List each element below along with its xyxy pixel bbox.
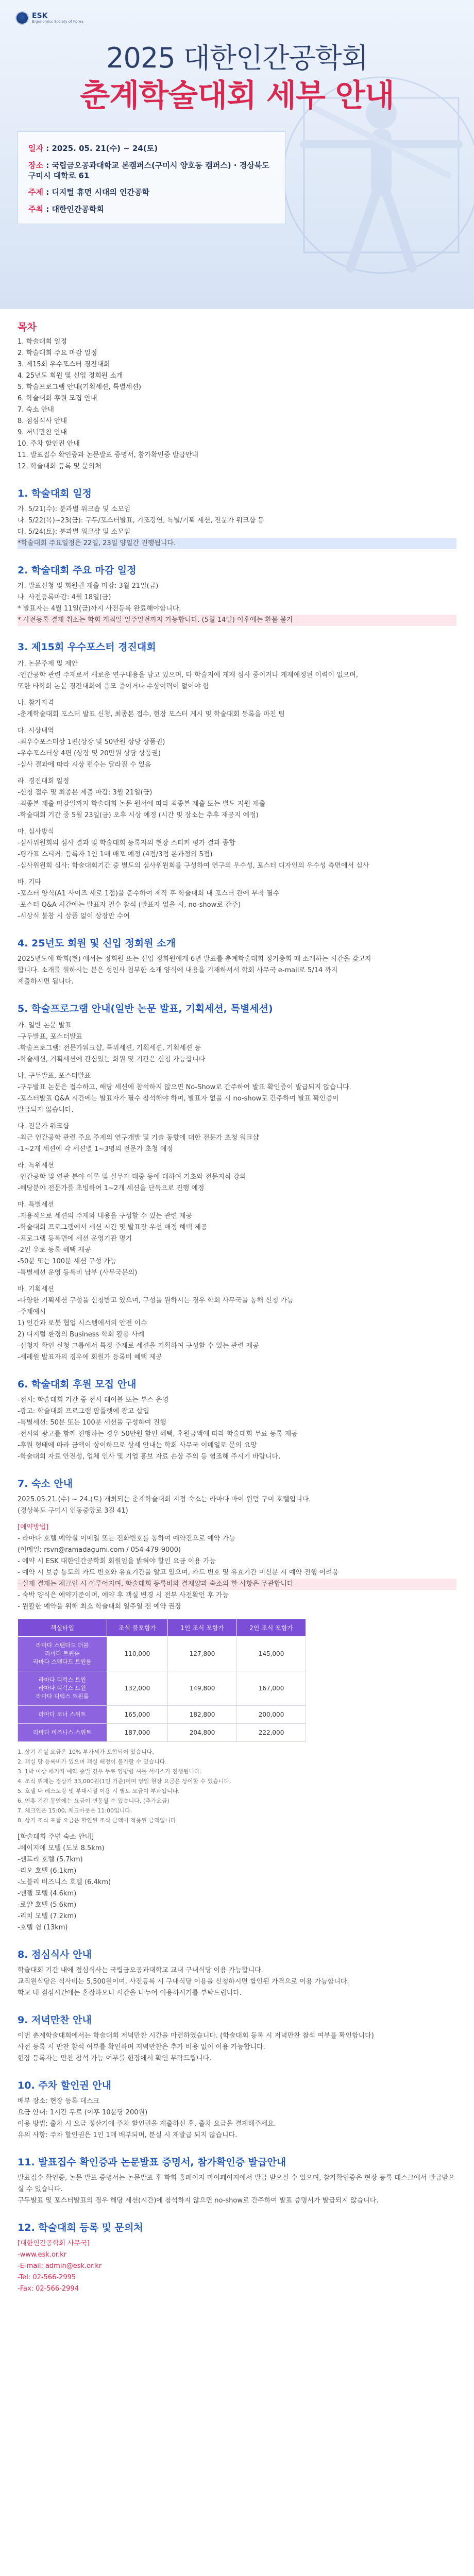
program-line: 발급되지 않습니다. xyxy=(18,1106,74,1114)
toc-item[interactable]: 9. 저녁만찬 안내 xyxy=(18,429,67,436)
info-place-value: 국립금오공과대학교 본캠퍼스(구미시 양호동 캠퍼스) · 경상북도 구미시 대학로 61 xyxy=(28,161,269,180)
parking-line: 유의 사항: 주차 할인권은 1인 1매 배부되며, 분실 시 재발급 되지 않습니다. xyxy=(18,2131,238,2139)
table-row xyxy=(18,1671,306,1706)
sponsor-line: -전시: 학술대회 기간 중 전시 테이블 또는 부스 운영 xyxy=(18,1396,169,1404)
program-line: -2인 우로 등록 혜택 제공 xyxy=(18,1246,91,1254)
program-block xyxy=(18,1020,456,1065)
section-9-title: 9. 저녁만찬 안내 xyxy=(18,2014,92,2026)
toc-item[interactable]: 7. 숙소 안내 xyxy=(18,406,54,414)
deadline-line: 나. 사전등록마감: 4월 18일(금) xyxy=(18,594,111,601)
reserve-line: - 예약 시 ESK 대한인간공학회 회원임을 밝혀야 할인 요금 이용 가능 xyxy=(18,1557,216,1565)
program-line: -학술세션, 기획세션에 관심있는 회원 및 기관은 신청 가능합니다 xyxy=(18,1056,206,1063)
dinner-line: 현장 등록자는 만찬 참석 가능 여부를 현장에서 확인 부탁드립니다. xyxy=(18,2055,212,2062)
info-theme-value: 디지털 휴먼 시대의 인간공학 xyxy=(52,188,149,197)
sponsor-line: -광고: 학술대회 프로그램 팜플렛에 광고 삽입 xyxy=(18,1408,149,1415)
info-place-label: 장소 xyxy=(28,161,43,170)
section-5-title: 5. 학술프로그램 안내(일반 논문 발표, 기획세션, 특별세션) xyxy=(18,1003,273,1014)
lunch-line: 교직원식당은 식사비는 5,500원이며, 사전등록 시 구내식당 이용을 신청하시면 할인된 가격으로 이용 가능합니다. xyxy=(18,1978,349,1986)
contact-line: -E-mail: admin@esk.or.kr xyxy=(18,2262,102,2270)
price-cell: 110,000 xyxy=(107,1637,167,1671)
section-12-title: 12. 학술대회 등록 및 문의처 xyxy=(18,2222,143,2233)
info-theme: 주제 : 디지털 휴먼 시대의 인간공학 xyxy=(28,188,149,197)
section-8-title: 8. 점심식사 안내 xyxy=(18,1949,92,1960)
member-intro-line: 합니다. 소개를 원하시는 분은 성인사 첨부한 소개 양식에 내용을 기재하셔서 학회 사무국 e-mail로 5/14 까지 xyxy=(18,967,338,974)
poster-contest-subheading: 나. 참가자격 xyxy=(18,699,55,707)
price-cell: 132,000 xyxy=(107,1671,167,1706)
program-line: -최근 인간공학 관련 주요 주제의 연구개발 및 기술 동향에 대한 전문가 초청 워크샵 xyxy=(18,1134,259,1142)
logo xyxy=(15,11,83,25)
member-intro-line: 2025년도에 학회(현) 에서는 정회원 또는 신입 정회원에게 6년 발표를 춘계학술대회 정기총회 때 소개하는 시간을 갖고자 xyxy=(18,955,372,963)
room-note: 2. 객실 당 등록비가 있으며 객실 배정이 불가할 수 있습니다. xyxy=(18,1758,167,1765)
poster-contest-line: 또한 타학회 논문 경진대회에 응모 중이거나 수상이력이 없어야 함 xyxy=(18,683,210,690)
program-subheading: 라. 특위세션 xyxy=(18,1162,55,1170)
program-line: -세레원 발표자의 경우에 회원가 등록비 혜택 제공 xyxy=(18,1353,162,1361)
program-line: -학술프로그램: 전문가워크샵, 특위세션, 기획세션, 기획세션 등 xyxy=(18,1044,201,1052)
parking-line: 배부 장소: 현장 등록 데스크 xyxy=(18,2097,100,2105)
poster-contest-line: -포스터 Q&A 시간에는 발표자 필수 참석 (발표자 없을 시, no-show로 간주) xyxy=(18,901,241,909)
poster-contest-block xyxy=(18,658,456,692)
nearby-hotel: -베이지에 모텔 (도보 8.5km) xyxy=(18,1844,105,1852)
section-7-body xyxy=(18,1494,456,1517)
program-line: -구두발표 논문은 접수하고, 해당 세션에 참석하지 않으면 No-Show로 간주하여 발표 확인증이 발급되지 않습니다. xyxy=(18,1083,351,1091)
toc-title: 목차 xyxy=(18,321,37,333)
schedule-line: 가. 5/21(수): 분과별 워크숍 및 소모임 xyxy=(18,505,131,513)
deadline-line: * 발표자는 4월 11일(금)까지 사전등록 완료해야합니다. xyxy=(18,605,181,613)
section-2-title: 2. 학술대회 주요 마감 일정 xyxy=(18,565,137,576)
table-header-cell: 조식 불포함가 xyxy=(107,1619,167,1637)
deadline-line: 가. 발표신청 및 회원권 제출 마감: 3월 21일(금) xyxy=(18,582,159,590)
schedule-line: 나. 5/22(목)~23(금): 구두/포스터발표, 기조강연, 특별/기획 세션, 전문가 워크샵 등 xyxy=(18,517,264,524)
table-header-cell: 1인 조식 포함가 xyxy=(168,1619,237,1637)
section-3-body xyxy=(18,658,456,922)
poster-contest-line: -신청 접수 및 최종본 제출 마감: 3월 21일(금) xyxy=(18,789,153,796)
certificate-line: 발표집수 확인증, 논문 발표 증명서는 논문발표 후 학회 홈페이지 마이페이지에서 발급 받으실 수 있으며, 참가확인증은 현장 등록 데스크에서 발급받으실 수 있습니다. xyxy=(18,2174,455,2193)
program-line: -다양한 기획세션 구성을 신청받고 있으며, 구성을 원하시는 경우 학회 사무국을 통해 신청 가능 xyxy=(18,1297,294,1304)
info-host-label: 주최 xyxy=(28,205,43,214)
poster-contest-block xyxy=(18,698,456,720)
dinner-line: 사전 등록 시 만찬 참석 여부를 확인하며 저녁만찬은 추가 비용 없이 이용 가능합니다. xyxy=(18,2043,265,2051)
room-notes xyxy=(18,1747,456,1825)
room-note: 4. 조식 뷔페는 정상가 33,000원(1인 기준)이며 당일 현장 요금은 상이할 수 있습니다. xyxy=(18,1778,231,1785)
toc-item[interactable]: 1. 학술대회 일정 xyxy=(18,338,67,346)
room-price-table xyxy=(18,1619,306,1742)
nearby-hotel: -리오 호텔 (6.1km) xyxy=(18,1867,77,1875)
poster-contest-subheading: 마. 심사방식 xyxy=(18,828,55,836)
program-subheading: 나. 구두발표, 포스터발표 xyxy=(18,1072,91,1080)
program-line: 1) 인간과 로봇 협업 시스템에서의 안전 이슈 xyxy=(18,1319,147,1327)
info-date-value: 2025. 05. 21(수) ~ 24(토) xyxy=(52,144,158,153)
info-host-value: 대한인간공학회 xyxy=(52,205,104,214)
program-block xyxy=(18,1199,456,1279)
sponsor-line: -후원 형태에 따라 금액이 상이하므로 상세 안내는 학회 사무국 이메일로 문의 요망 xyxy=(18,1442,257,1449)
program-block xyxy=(18,1071,456,1116)
room-note: 6. 연휴 기간 동안에는 요금이 변동될 수 있습니다. (추가요금) xyxy=(18,1798,170,1804)
contact-line: -Tel: 02-566-2995 xyxy=(18,2274,76,2281)
price-cell: 222,000 xyxy=(237,1724,306,1742)
program-block xyxy=(18,1284,456,1363)
section-11-body xyxy=(18,2173,456,2207)
room-note: 5. 호텔 내 레스토랑 및 부대시설 이용 시 별도 요금이 부과됩니다. xyxy=(18,1788,180,1794)
section-10-title: 10. 주차 할인권 안내 xyxy=(18,2080,111,2091)
reserve-line: - 실제 결제는 체크인 시 이루어지며, 학술대회 등록비와 결제양과 숙소의 한 사항은 무관합니다 xyxy=(18,1579,456,1590)
price-cell: 127,800 xyxy=(168,1637,237,1671)
section-10-body xyxy=(18,2096,456,2141)
nearby-hotel: -로얄 호텔 (5.6km) xyxy=(18,1901,77,1909)
poster-contest-line: -우수포스터상 4편 (상장 및 20만원 상당 상품권) xyxy=(18,750,161,757)
room-type-cell: 라마다 스탠다드 더블 라마다 트윈룸 라마다 스탠다드 트윈룸 xyxy=(18,1637,107,1671)
info-place: 장소 : 국립금오공과대학교 본캠퍼스(구미시 양호동 캠퍼스) · 경상북도 구미시 대학로 61 xyxy=(28,161,269,180)
nearby-title: [학술대회 주변 숙소 안내] xyxy=(18,1833,94,1841)
lunch-line: 학술대회 기간 내에 점심식사는 국립금오공과대학교 교내 구내식당 이용 가능합니다. xyxy=(18,1967,263,1974)
sponsor-line: -특별세션: 50분 또는 100분 세션을 구성하여 진행 xyxy=(18,1419,166,1427)
program-block xyxy=(18,1121,456,1155)
info-host: 주최 : 대한인간공학회 xyxy=(28,205,104,214)
nearby-hotel: -엔젤 모텔 (4.6km) xyxy=(18,1890,77,1897)
price-cell: 182,800 xyxy=(168,1706,237,1724)
program-subheading: 마. 특별세션 xyxy=(18,1201,55,1209)
price-cell: 204,800 xyxy=(168,1724,237,1742)
schedule-line: 다. 5/24(토): 분과별 워크샵 및 소모임 xyxy=(18,528,131,536)
table-of-contents xyxy=(18,336,456,472)
table-row xyxy=(18,1637,306,1671)
program-line: -1~2개 세션에 각 세션별 1~3명의 전문가 초청 예정 xyxy=(18,1145,173,1153)
table-header-cell: 객실타입 xyxy=(18,1619,107,1637)
program-line: -특별세션 운영 등록비 납부 (사무국문의) xyxy=(18,1269,138,1277)
hotel-line: 2025.05.21.(수) ~ 24.(토) 개최되는 춘계학술대회 지정 숙소는 라마다 바이 윈덤 구미 호텔입니다. xyxy=(18,1496,311,1503)
table-row xyxy=(18,1724,306,1742)
reserve-title: [예약방법] xyxy=(18,1523,49,1531)
poster-contest-line: -심사위원회 심사: 학술대회기간 중 별도의 심사위원회를 구성하여 연구의 우수성, 포스터 디자인의 우수성 측면에서 심사 xyxy=(18,862,369,870)
program-line: -포스터발표 Q&A 시간에는 발표자가 필수 참석해야 하며, 발표자 없을 시 no-show로 간주하여 발표 확인증이 xyxy=(18,1095,339,1103)
poster-contest-line: -평가표 스티커: 등록자 1인 1매 배포 예정 (4점/3점 본과정의 5점) xyxy=(18,851,213,858)
contact-line: -Fax: 02-566-2994 xyxy=(18,2285,79,2293)
program-line: -주제예시 xyxy=(18,1308,46,1316)
contact-line: [대한인간공학회 사무국] xyxy=(18,2240,90,2247)
nearby-hotel: -리치 모텔 (7.2km) xyxy=(18,1912,77,1920)
sponsor-line: -전시와 광고를 함께 진행하는 경우 50만원 할인 혜택, 후원금액에 따라 학술대회 무료 등록 제공 xyxy=(18,1430,298,1438)
program-line: -프로그램 등록면에 세션 운영기관 명기 xyxy=(18,1235,132,1243)
program-line: -지용적으로 세션의 주제와 내용을 구성할 수 있는 관련 제공 xyxy=(18,1212,193,1220)
member-intro-line: 제출하시면 됩니다. xyxy=(18,978,74,986)
nearby-hotel: -센트리 호텔 (5.7km) xyxy=(18,1856,83,1863)
logo-text: ESK xyxy=(32,12,48,20)
program-line: -50분 또는 100분 세션 구성 가능 xyxy=(18,1258,117,1265)
logo-subtitle: Ergonomics Society of Korea xyxy=(32,20,83,24)
poster-contest-line: -포스터 양식(A1 사이즈 세로 1점)을 준수하여 제작 후 학술대회 내 포스터 관에 부착 필수 xyxy=(18,890,280,897)
table-header-cell: 2인 조식 포함가 xyxy=(237,1619,306,1637)
reserve-line: (이메일: rsvn@ramadagumi.com / 054-479-9000) xyxy=(18,1546,181,1554)
price-cell: 145,000 xyxy=(237,1637,306,1671)
main-content xyxy=(0,309,474,2295)
event-info-box xyxy=(18,131,285,224)
price-cell: 149,800 xyxy=(168,1671,237,1706)
hero-subtitle: 춘계학술대회 세부 안내 xyxy=(80,78,394,114)
poster-contest-subheading: 다. 시상내역 xyxy=(18,727,55,735)
table-header-row xyxy=(18,1619,306,1637)
certificate-line: 구두발표 및 포스터발표의 경우 해당 세션(시간)에 참석하지 않으면 no-show로 간주하여 발표 증명서가 발급되지 않습니다. xyxy=(18,2197,379,2205)
program-line: -신청자 확인 신청 그룹에서 특정 주제로 세션을 기획하여 구성할 수 있는 관련 제공 xyxy=(18,1342,259,1350)
toc-item[interactable]: 3. 제15회 우수포스터 경진대회 xyxy=(18,361,110,368)
poster-contest-subheading: 바. 기타 xyxy=(18,878,41,886)
dinner-line: 이번 춘계학술대회에서는 학술대회 저녁만찬 시간을 마련하였습니다. (학술대회 등록 시 저녁만찬 참석 여부를 확인합니다) xyxy=(18,2032,374,2040)
room-type-cell: 라마다 비즈니스 스위트 xyxy=(18,1724,107,1742)
reserve-line: - 예약 시 보증 통도의 카드 번호와 유효기간을 알고 있으며, 카드 번호 및 유효기간 미신분 시 예약 진행 어려움 xyxy=(18,1569,339,1577)
nearby-hotels-list xyxy=(18,1843,456,1934)
reserve-line: - 원활한 예약을 위해 최소 학술대회 일주일 전 예약 권장 xyxy=(18,1603,182,1611)
section-5-body xyxy=(18,1020,456,1363)
section-8-body xyxy=(18,1965,456,1999)
room-note: 7. 체크인은 15:00, 체크아웃은 11:00입니다. xyxy=(18,1807,132,1814)
parking-line: 이용 방법: 출차 시 요금 정산기에 주차 할인권을 제출하신 후, 출차 요금을 결제해주세요. xyxy=(18,2120,276,2128)
reserve-line: - 라마다 호텔 예약실 이메일 또는 전화번호를 통하여 예약진으로 예약 가능 xyxy=(18,1535,235,1543)
parking-line: 요금 안내: 1시간 무료 (이후 10분당 200원) xyxy=(18,2109,148,2116)
section-1-body xyxy=(18,504,456,549)
poster-contest-block xyxy=(18,776,456,821)
section-4-title: 4. 25년도 회원 및 신입 정회원 소개 xyxy=(18,938,176,949)
poster-contest-line: -학술대회 기간 중 5월 23일(금) 오후 시상 예정 (시간 및 장소는 추후 재공지 예정) xyxy=(18,811,259,819)
poster-contest-block xyxy=(18,877,456,922)
section-11-title: 11. 발표집수 확인증과 논문발표 증명서, 참가확인증 발급안내 xyxy=(18,2157,286,2168)
program-subheading: 바. 기획세션 xyxy=(18,1285,55,1293)
reserve-instructions xyxy=(18,1533,456,1613)
poster-contest-line: -인간공학 관련 주제로서 새로운 연구내용을 담고 있으며, 타 학술지에 게재 심사 중이거나 게재예정된 이력이 없으며, xyxy=(18,671,359,679)
poster-contest-line: -최우수포스터상 1편(상장 및 50만원 상당 상품권) xyxy=(18,738,165,746)
price-cell: 165,000 xyxy=(107,1706,167,1724)
section-7-title: 7. 숙소 안내 xyxy=(18,1478,73,1489)
deadline-line: * 사전등록 결제 취소는 학회 개최일 일주일전까지 가능합니다. (5월 14일) 이후에는 환불 불가 xyxy=(18,615,456,626)
section-3-title: 3. 제15회 우수포스터 경진대회 xyxy=(18,641,156,653)
toc-item[interactable]: 10. 주차 할인권 안내 xyxy=(18,440,80,448)
section-6-title: 6. 학술대회 후원 모집 안내 xyxy=(18,1379,137,1390)
program-line: -학술대회 프로그램에서 세션 시간 및 발표장 우선 배정 혜택 제공 xyxy=(18,1224,208,1231)
schedule-line: *학술대회 주요일정은 22일, 23일 양일간 진행됩니다. xyxy=(18,538,456,549)
nearby-hotel: -노블리 비즈니스 호텔 (6.4km) xyxy=(18,1878,111,1886)
info-date: 일자 : 2025. 05. 21(수) ~ 24(토) xyxy=(28,144,158,153)
program-line: -인간공학 및 연관 분야 이론 및 실무자 대중 등에 대하여 기초와 전문지식 강의 xyxy=(18,1173,246,1181)
toc-item[interactable]: 4. 25년도 회원 및 신입 정회원 소개 xyxy=(18,372,123,380)
program-subheading: 가. 일반 논문 발표 xyxy=(18,1022,72,1029)
program-block xyxy=(18,1160,456,1194)
room-note: 8. 상기 조식 포함 요금은 할인된 조식 금액이 적용된 금액입니다. xyxy=(18,1817,178,1824)
program-subheading: 다. 전문가 워크샵 xyxy=(18,1123,70,1130)
logo-mark-icon xyxy=(15,11,29,25)
poster-contest-block xyxy=(18,725,456,771)
poster-contest-line: -최종본 제출 마감일까지 학술대회 논문 원서에 따라 최종본 제출 또는 별도 지원 제출 xyxy=(18,800,266,808)
poster-contest-subheading: 가. 논문주제 및 제안 xyxy=(18,660,78,668)
section-12-body xyxy=(18,2238,456,2295)
poster-contest-line: -심사 결과에 따라 시상 편수는 달라질 수 있음 xyxy=(18,761,151,769)
toc-item[interactable]: 8. 점심식사 안내 xyxy=(18,417,67,425)
section-1-title: 1. 학술대회 일정 xyxy=(18,488,92,499)
section-9-body xyxy=(18,2030,456,2064)
reserve-line: - 숙박 양식은 예약기준이며, 예약 후 객실 변경 시 전부 사전확인 후 가능 xyxy=(18,1591,229,1599)
program-line: 2) 디지털 환경의 Business 학회 활용 사례 xyxy=(18,1331,145,1338)
section-4-body xyxy=(18,954,456,988)
table-row xyxy=(18,1706,306,1724)
room-note: 1. 상기 객실 요금은 10% 부가세가 포함되어 있습니다. xyxy=(18,1749,154,1755)
sponsor-line: -학술대회 자료 안전성, 업체 인사 및 기업 홍보 자료 손상 주의 등 협조해 주시기 바랍니다. xyxy=(18,1453,281,1461)
room-note: 3. 1박 이상 패키지 예약 중일 경우 무료 양방향 셔틀 서비스가 진행됩니다. xyxy=(18,1768,201,1775)
toc-item[interactable]: 5. 학술프로그램 안내(기획세션, 특별세션) xyxy=(18,383,142,391)
lunch-line: 학교 내 점심시간에는 혼잡하오니 시간을 나누어 이용하시기를 부탁드립니다. xyxy=(18,1989,242,1997)
info-theme-label: 주제 xyxy=(28,188,43,197)
program-line: -해당분야 전문가를 초빙하여 1~2개 세션을 단독으로 진행 예정 xyxy=(18,1184,205,1192)
poster-contest-line: -심사위원회의 심사 결과 및 학술대회 등록자의 현장 스티커 평가 결과 종합 xyxy=(18,839,235,847)
contact-line: -www.esk.or.kr xyxy=(18,2251,67,2259)
nearby-hotel: -호텔 쉼 (13km) xyxy=(18,1924,68,1931)
section-6-body xyxy=(18,1395,456,1463)
price-cell: 167,000 xyxy=(237,1671,306,1706)
room-type-cell: 라마다 디럭스 트윈 라마다 디럭스 트윈 라마다 디럭스 트윈룸 xyxy=(18,1671,107,1706)
hotel-line: (경상북도 구미시 인동중앙로 3길 41) xyxy=(18,1507,128,1515)
program-line: -구두발표, 포스터발표 xyxy=(18,1033,82,1041)
toc-item[interactable]: 2. 학술대회 주요 마감 일정 xyxy=(18,349,97,357)
poster-contest-subheading: 라. 경진대회 일정 xyxy=(18,777,70,785)
toc-item[interactable]: 12. 학술대회 등록 및 문의처 xyxy=(18,463,101,470)
section-2-body xyxy=(18,581,456,626)
poster-contest-block xyxy=(18,826,456,872)
toc-item[interactable]: 6. 학술대회 후원 모집 안내 xyxy=(18,395,97,402)
toc-item[interactable]: 11. 발표집수 확인증과 논문발표 증명서, 참가확인증 발급안내 xyxy=(18,451,198,459)
poster-contest-line: -시상식 불참 시 상품 없이 상장만 수여 xyxy=(18,912,130,920)
poster-contest-line: -춘계학술대회 포스터 발표 신청, 최종본 접수, 현장 포스터 게시 및 학술대회 등록을 마친 팀 xyxy=(18,710,285,718)
hero-title: 2025 대한인간공학회 xyxy=(106,42,368,74)
price-cell: 187,000 xyxy=(107,1724,167,1742)
hero-banner xyxy=(0,0,474,309)
price-cell: 200,000 xyxy=(237,1706,306,1724)
room-type-cell: 라마다 코너 스위트 xyxy=(18,1706,107,1724)
info-date-label: 일자 xyxy=(28,144,43,153)
